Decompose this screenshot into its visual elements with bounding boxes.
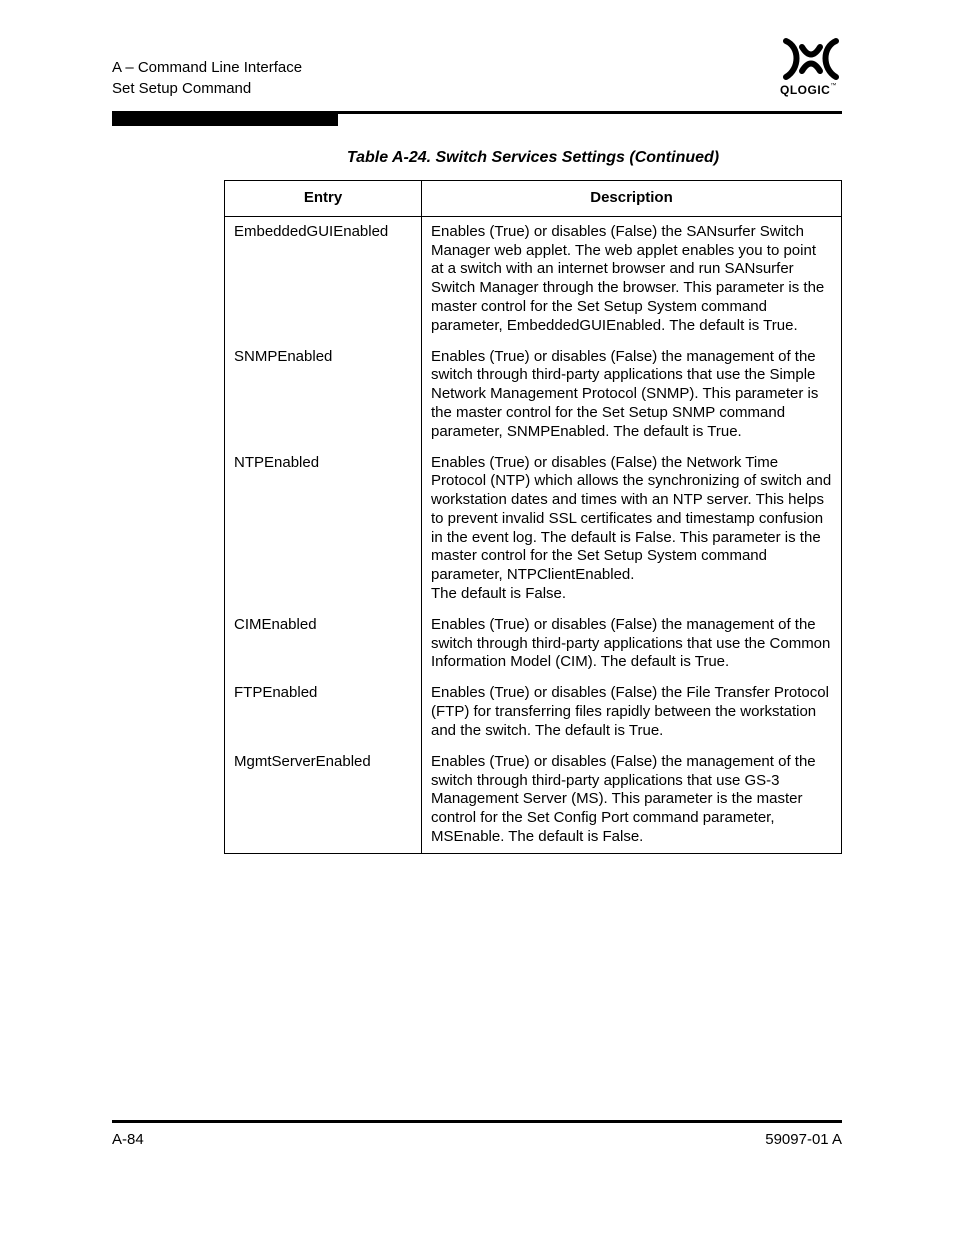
entry-cell: EmbeddedGUIEnabled xyxy=(225,217,422,348)
footer-rule xyxy=(112,1120,842,1123)
entry-cell: FTPEnabled xyxy=(225,684,422,753)
entry-cell: NTPEnabled xyxy=(225,454,422,616)
running-header xyxy=(112,57,302,99)
switch-services-table xyxy=(224,180,842,854)
table-row xyxy=(225,217,842,348)
entry-cell: CIMEnabled xyxy=(225,616,422,685)
table-row xyxy=(225,684,842,753)
description-cell: Enables (True) or disables (False) the File Transfer Protocol (FTP) for transferring files rapidly between the workstation and the switch. The default is True. xyxy=(422,684,842,753)
column-header-entry: Entry xyxy=(225,181,422,217)
table-row xyxy=(225,616,842,685)
description-cell: Enables (True) or disables (False) the management of the switch through third-party applications that use the Common Information Model (CIM). The default is True. xyxy=(422,616,842,685)
qlogic-wordmark: QLOGIC™ xyxy=(780,83,837,97)
column-header-description: Description xyxy=(422,181,842,217)
header-section: Set Setup Command xyxy=(112,80,252,97)
table-row xyxy=(225,454,842,616)
qlogic-logo-icon xyxy=(778,37,844,81)
table-row xyxy=(225,348,842,454)
entry-cell: MgmtServerEnabled xyxy=(225,753,422,853)
table-header-row xyxy=(225,181,842,217)
description-cell: Enables (True) or disables (False) the management of the switch through third-party applications that use GS-3 Management Server (MS). This parameter is the master control for the Set Config Port command parameter, MSEnable. The default is False. xyxy=(422,753,842,853)
description-cell: Enables (True) or disables (False) the management of the switch through third-party applications that use the Simple Network Management Protocol (SNMP). This parameter is the master control for the Set Setup SNMP command parameter, SNMPEnabled. The default is True. xyxy=(422,348,842,454)
description-text: Enables (True) or disables (False) the Network Time Protocol (NTP) which allows the synchronizing of switch and workstation dates and times with an NTP server. This helps to prevent invalid SSL certificates and timestamp confusion in the event log. The default is False. This parameter is the master control for the Set Setup System command parameter, NTPClientEnabled. xyxy=(431,453,832,583)
entry-cell: SNMPEnabled xyxy=(225,348,422,454)
header-chapter: A – Command Line Interface xyxy=(112,59,303,76)
table-row xyxy=(225,753,842,853)
description-cell: Enables (True) or disables (False) the SANsurfer Switch Manager web applet. The web applet enables you to point at a switch with an internet browser and run SANsurfer Switch Manager through the browser. This parameter is the master control for the Set Setup System command parameter, EmbeddedGUIEnabled. The default is True. xyxy=(422,217,842,348)
description-cell xyxy=(422,454,842,616)
description-extra-text: The default is False. xyxy=(431,584,567,602)
page-number: A-84 xyxy=(112,1131,144,1148)
document-number: 59097-01 A xyxy=(765,1131,842,1148)
table-caption: Table A-24. Switch Services Settings (Continued) xyxy=(346,149,720,166)
header-rule-tab xyxy=(112,111,338,126)
qlogic-logo xyxy=(778,37,844,101)
